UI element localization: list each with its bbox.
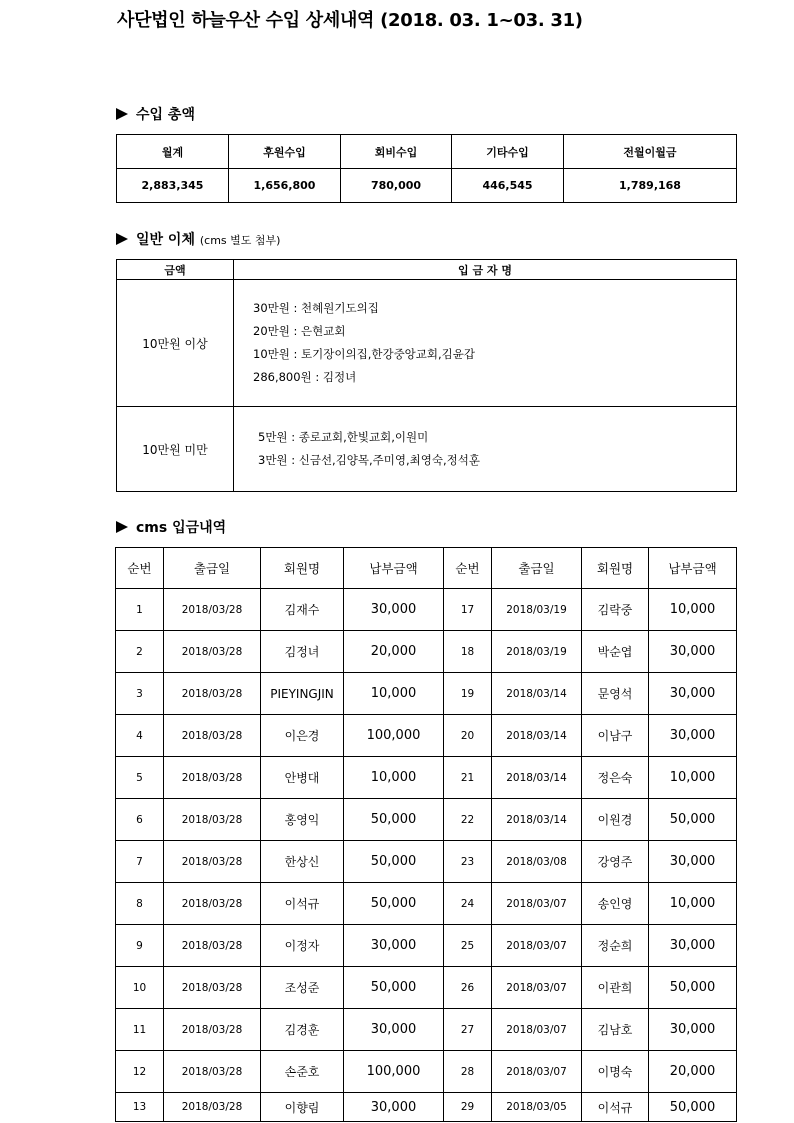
cms-date-cell: 2018/03/07 [492, 925, 582, 967]
cms-amount-cell: 20,000 [649, 1051, 737, 1093]
table-row [116, 841, 737, 883]
cms-amount-cell: 30,000 [344, 1093, 444, 1122]
cms-date-cell: 2018/03/05 [492, 1093, 582, 1122]
cms-amount-cell: 50,000 [649, 799, 737, 841]
cms-date-cell: 2018/03/28 [164, 841, 261, 883]
cms-seq-cell: 5 [116, 757, 164, 799]
cms-seq-cell: 7 [116, 841, 164, 883]
cms-member-cell: 조성준 [261, 967, 344, 1009]
cms-member-cell: 정은숙 [582, 757, 649, 799]
section-note: (cms 별도 첨부) [199, 234, 281, 247]
cms-seq-cell: 24 [444, 883, 492, 925]
cms-seq-cell: 21 [444, 757, 492, 799]
cms-date-cell: 2018/03/28 [164, 1009, 261, 1051]
general-header-cell: 입 금 자 명 [234, 260, 737, 280]
cms-seq-cell: 18 [444, 631, 492, 673]
summary-header-row [117, 135, 737, 169]
cms-amount-cell: 50,000 [344, 841, 444, 883]
summary-header-cell: 전월이월금 [564, 135, 737, 169]
cms-date-cell: 2018/03/28 [164, 883, 261, 925]
cms-amount-cell: 30,000 [649, 925, 737, 967]
cms-member-cell: 김락중 [582, 589, 649, 631]
cms-amount-cell: 100,000 [344, 1051, 444, 1093]
cms-header-cell: 순번 [116, 548, 164, 589]
cms-date-cell: 2018/03/28 [164, 757, 261, 799]
general-name-line: 3만원 : 신금선,김양목,주미영,최영숙,정석훈 [258, 453, 480, 467]
cms-member-cell: 이향림 [261, 1093, 344, 1122]
cms-seq-cell: 1 [116, 589, 164, 631]
cms-member-cell: 이남구 [582, 715, 649, 757]
cms-member-cell: 송인영 [582, 883, 649, 925]
cms-amount-cell: 50,000 [344, 967, 444, 1009]
cms-seq-cell: 12 [116, 1051, 164, 1093]
cms-seq-cell: 2 [116, 631, 164, 673]
triangle-bullet-icon [116, 521, 128, 533]
cms-header-cell: 납부금액 [344, 548, 444, 589]
page-title: 사단법인 하늘우산 수입 상세내역 (2018. 03. 1~03. 31) [117, 10, 583, 31]
cms-seq-cell: 22 [444, 799, 492, 841]
cms-member-cell: 김남호 [582, 1009, 649, 1051]
cms-amount-cell: 50,000 [649, 967, 737, 1009]
cms-amount-cell: 30,000 [649, 631, 737, 673]
cms-amount-cell: 50,000 [649, 1093, 737, 1122]
general-name-line: 5만원 : 종로교회,한빛교회,이원미 [258, 430, 429, 444]
cms-amount-cell: 10,000 [649, 883, 737, 925]
general-transfer-table [116, 259, 737, 492]
section-heading-cms [116, 517, 226, 537]
table-row [116, 1009, 737, 1051]
cms-header-cell: 회원명 [582, 548, 649, 589]
general-row [117, 407, 737, 492]
cms-seq-cell: 13 [116, 1093, 164, 1122]
cms-date-cell: 2018/03/28 [164, 799, 261, 841]
cms-seq-cell: 23 [444, 841, 492, 883]
summary-header-cell: 기타수입 [452, 135, 564, 169]
cms-member-cell: 김경훈 [261, 1009, 344, 1051]
cms-amount-cell: 30,000 [649, 673, 737, 715]
cms-amount-cell: 30,000 [344, 589, 444, 631]
cms-seq-cell: 8 [116, 883, 164, 925]
cms-member-cell: 이석규 [582, 1093, 649, 1122]
table-row [116, 883, 737, 925]
cms-date-cell: 2018/03/14 [492, 673, 582, 715]
cms-date-cell: 2018/03/07 [492, 1009, 582, 1051]
section-heading-income-total [116, 104, 195, 124]
cms-seq-cell: 3 [116, 673, 164, 715]
cms-amount-cell: 10,000 [649, 589, 737, 631]
cms-seq-cell: 29 [444, 1093, 492, 1122]
cms-member-cell: 홍영익 [261, 799, 344, 841]
summary-value-cell: 2,883,345 [117, 169, 229, 203]
cms-member-cell: 안병대 [261, 757, 344, 799]
general-name-line: 10만원 : 토기장이의집,한강중앙교회,김윤갑 [253, 347, 475, 361]
cms-date-cell: 2018/03/28 [164, 1093, 261, 1122]
table-row [116, 589, 737, 631]
table-row [116, 967, 737, 1009]
cms-date-cell: 2018/03/19 [492, 589, 582, 631]
cms-amount-cell: 50,000 [344, 883, 444, 925]
general-row-names [234, 407, 737, 492]
cms-member-cell: PIEYINGJIN [261, 673, 344, 715]
cms-date-cell: 2018/03/14 [492, 757, 582, 799]
cms-member-cell: 김정녀 [261, 631, 344, 673]
summary-value-cell: 780,000 [341, 169, 452, 203]
cms-seq-cell: 26 [444, 967, 492, 1009]
general-header-cell: 금액 [117, 260, 234, 280]
general-row-label: 10만원 이상 [117, 280, 234, 407]
table-row [116, 673, 737, 715]
cms-member-cell: 이석규 [261, 883, 344, 925]
cms-date-cell: 2018/03/28 [164, 967, 261, 1009]
summary-value-cell: 1,789,168 [564, 169, 737, 203]
cms-deposit-table [115, 547, 737, 1122]
summary-value-cell: 446,545 [452, 169, 564, 203]
cms-date-cell: 2018/03/28 [164, 631, 261, 673]
cms-seq-cell: 11 [116, 1009, 164, 1051]
cms-date-cell: 2018/03/07 [492, 883, 582, 925]
cms-member-cell: 김재수 [261, 589, 344, 631]
cms-date-cell: 2018/03/28 [164, 715, 261, 757]
cms-date-cell: 2018/03/07 [492, 1051, 582, 1093]
table-row [116, 715, 737, 757]
table-row [116, 925, 737, 967]
general-name-line: 30만원 : 천혜원기도의집 [253, 301, 379, 315]
cms-seq-cell: 20 [444, 715, 492, 757]
cms-seq-cell: 17 [444, 589, 492, 631]
cms-member-cell: 이은경 [261, 715, 344, 757]
cms-date-cell: 2018/03/14 [492, 799, 582, 841]
cms-member-cell: 이원경 [582, 799, 649, 841]
cms-seq-cell: 28 [444, 1051, 492, 1093]
cms-amount-cell: 30,000 [344, 1009, 444, 1051]
summary-header-cell: 월계 [117, 135, 229, 169]
cms-header-cell: 출금일 [164, 548, 261, 589]
cms-seq-cell: 27 [444, 1009, 492, 1051]
general-name-line: 20만원 : 은현교회 [253, 324, 346, 338]
cms-date-cell: 2018/03/19 [492, 631, 582, 673]
summary-value-row [117, 169, 737, 203]
cms-amount-cell: 100,000 [344, 715, 444, 757]
cms-amount-cell: 30,000 [649, 1009, 737, 1051]
cms-header-cell: 순번 [444, 548, 492, 589]
general-row-names [234, 280, 737, 407]
cms-amount-cell: 10,000 [344, 673, 444, 715]
cms-member-cell: 이명숙 [582, 1051, 649, 1093]
income-summary-table [116, 134, 737, 203]
table-row [116, 799, 737, 841]
cms-date-cell: 2018/03/07 [492, 967, 582, 1009]
cms-header-cell: 출금일 [492, 548, 582, 589]
cms-member-cell: 이관희 [582, 967, 649, 1009]
cms-seq-cell: 4 [116, 715, 164, 757]
cms-amount-cell: 10,000 [649, 757, 737, 799]
cms-member-cell: 이정자 [261, 925, 344, 967]
table-row [116, 1093, 737, 1122]
cms-member-cell: 손준호 [261, 1051, 344, 1093]
cms-seq-cell: 9 [116, 925, 164, 967]
cms-member-cell: 박순엽 [582, 631, 649, 673]
cms-amount-cell: 30,000 [649, 715, 737, 757]
cms-date-cell: 2018/03/14 [492, 715, 582, 757]
cms-seq-cell: 10 [116, 967, 164, 1009]
section-heading-label: 수입 총액 [136, 107, 195, 123]
cms-date-cell: 2018/03/28 [164, 589, 261, 631]
general-name-line: 286,800원 : 김정녀 [253, 370, 357, 384]
cms-amount-cell: 20,000 [344, 631, 444, 673]
table-row [116, 757, 737, 799]
general-row [117, 280, 737, 407]
cms-header-cell: 회원명 [261, 548, 344, 589]
triangle-bullet-icon [116, 108, 128, 120]
cms-date-cell: 2018/03/28 [164, 1051, 261, 1093]
summary-header-cell: 후원수입 [229, 135, 341, 169]
section-heading-label: cms 입금내역 [136, 520, 227, 536]
cms-seq-cell: 25 [444, 925, 492, 967]
table-row [116, 631, 737, 673]
cms-amount-cell: 30,000 [344, 925, 444, 967]
cms-amount-cell: 30,000 [649, 841, 737, 883]
cms-member-cell: 강영주 [582, 841, 649, 883]
cms-member-cell: 한상신 [261, 841, 344, 883]
cms-seq-cell: 19 [444, 673, 492, 715]
cms-amount-cell: 50,000 [344, 799, 444, 841]
general-header-row [117, 260, 737, 280]
cms-header-cell: 납부금액 [649, 548, 737, 589]
cms-seq-cell: 6 [116, 799, 164, 841]
cms-amount-cell: 10,000 [344, 757, 444, 799]
summary-header-cell: 회비수입 [341, 135, 452, 169]
cms-member-cell: 문영석 [582, 673, 649, 715]
cms-header-row [116, 548, 737, 589]
cms-date-cell: 2018/03/08 [492, 841, 582, 883]
triangle-bullet-icon [116, 233, 128, 245]
cms-date-cell: 2018/03/28 [164, 925, 261, 967]
section-heading-label: 일반 이체 [136, 232, 195, 248]
summary-value-cell: 1,656,800 [229, 169, 341, 203]
general-row-label: 10만원 미만 [117, 407, 234, 492]
section-heading-general-transfer [116, 229, 280, 249]
table-row [116, 1051, 737, 1093]
cms-date-cell: 2018/03/28 [164, 673, 261, 715]
cms-member-cell: 정순희 [582, 925, 649, 967]
